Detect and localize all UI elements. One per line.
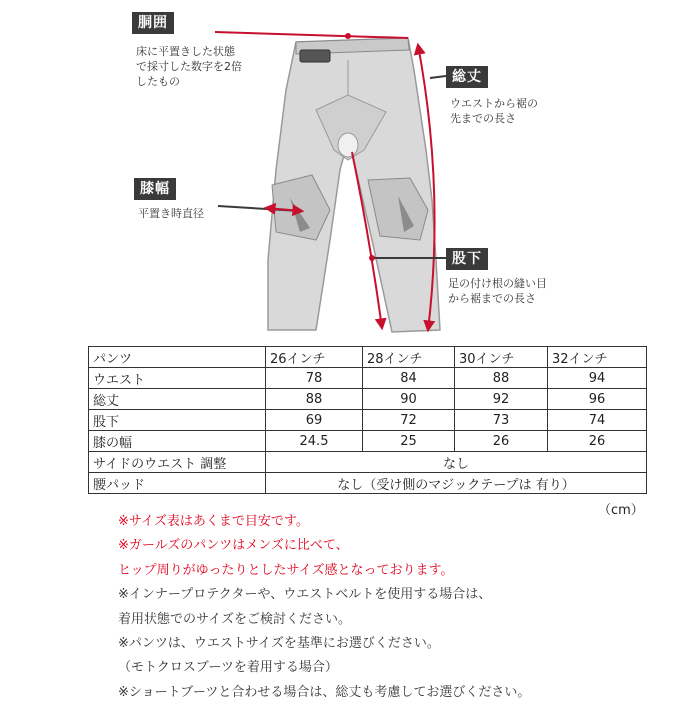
note-line: ヒップ周りがゆったりとしたサイズ感となっております。 bbox=[118, 562, 454, 578]
table-cell: 78 bbox=[266, 368, 363, 389]
table-row bbox=[89, 431, 647, 452]
pants-illustration bbox=[0, 0, 700, 340]
table-cell: 74 bbox=[548, 410, 647, 431]
table-row bbox=[89, 389, 647, 410]
size-table bbox=[88, 346, 647, 494]
header-cell: 26インチ bbox=[266, 347, 363, 368]
length-tag: 総丈 bbox=[446, 66, 488, 88]
table-row bbox=[89, 473, 647, 494]
table-cell: 84 bbox=[363, 368, 455, 389]
table-cell: 92 bbox=[455, 389, 548, 410]
row-label: 膝の幅 bbox=[89, 431, 266, 452]
note-line: ※サイズ表はあくまで目安です。 bbox=[118, 514, 309, 529]
table-cell: 73 bbox=[455, 410, 548, 431]
table-cell: 26 bbox=[455, 431, 548, 452]
note-line: 着用状態でのサイズをご検討ください。 bbox=[118, 611, 351, 627]
waist-arrow bbox=[215, 32, 408, 38]
table-cell: 69 bbox=[266, 410, 363, 431]
table-header-row bbox=[89, 347, 647, 368]
measurement-diagram bbox=[0, 0, 700, 340]
table-cell: 72 bbox=[363, 410, 455, 431]
note-line: ※ショートブーツと合わせる場合は、総丈も考慮してお選びください。 bbox=[118, 684, 531, 700]
row-label: サイドのウエスト 調整 bbox=[89, 452, 266, 473]
table-cell: 94 bbox=[548, 368, 647, 389]
row-label: 腰パッド bbox=[89, 473, 266, 494]
header-cell: パンツ bbox=[89, 347, 266, 368]
table-cell: 90 bbox=[363, 389, 455, 410]
table-cell: 88 bbox=[455, 368, 548, 389]
header-cell: 30インチ bbox=[455, 347, 548, 368]
table-cell: なし（受け側のマジックテープは 有り） bbox=[266, 473, 647, 494]
waist-tag: 胴囲 bbox=[132, 12, 174, 34]
row-label: ウエスト bbox=[89, 368, 266, 389]
inseam-tag: 股下 bbox=[446, 248, 488, 270]
table-cell: 96 bbox=[548, 389, 647, 410]
table-cell: 26 bbox=[548, 431, 647, 452]
table-row bbox=[89, 368, 647, 389]
row-label: 股下 bbox=[89, 410, 266, 431]
table-cell: なし bbox=[266, 452, 647, 473]
note-line: ※パンツは、ウエストサイズを基準にお選びください。 bbox=[118, 636, 440, 652]
note-line: （モトクロスブーツを着用する場合） bbox=[118, 660, 338, 676]
knee-tag: 膝幅 bbox=[134, 178, 176, 200]
table-cell: 88 bbox=[266, 389, 363, 410]
pants-shape bbox=[268, 38, 440, 332]
waist-note: 床に平置きした状態 で採寸した数字を2倍 したもの bbox=[136, 45, 242, 88]
length-note: ウエストから裾の 先までの長さ bbox=[450, 97, 538, 125]
knee-note: 平置き時直径 bbox=[138, 207, 204, 220]
table-row bbox=[89, 410, 647, 431]
header-cell: 32インチ bbox=[548, 347, 647, 368]
table-cell: 24.5 bbox=[266, 431, 363, 452]
unit-label: （cm） bbox=[598, 503, 644, 518]
note-line: ※ガールズのパンツはメンズに比べて、 bbox=[118, 538, 349, 554]
note-line: ※インナープロテクターや、ウエストベルトを使用する場合は、 bbox=[118, 587, 492, 603]
table-cell: 25 bbox=[363, 431, 455, 452]
notes-block bbox=[118, 510, 530, 705]
table-row bbox=[89, 452, 647, 473]
header-cell: 28インチ bbox=[363, 347, 455, 368]
inseam-note: 足の付け根の縫い目 から裾までの長さ bbox=[448, 277, 547, 305]
row-label: 総丈 bbox=[89, 389, 266, 410]
